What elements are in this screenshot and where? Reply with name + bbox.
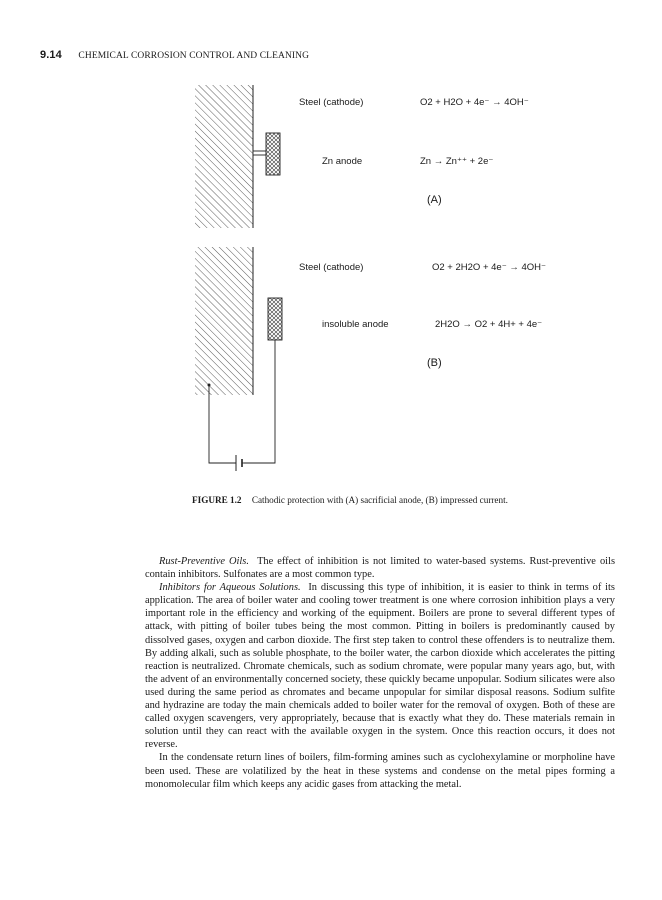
insoluble-anode-block bbox=[268, 298, 282, 340]
anode-equation-b: 2H2O → O2 + 4H+ + 4e⁻ bbox=[435, 319, 543, 330]
cathode-equation-b: O2 + 2H2O + 4e⁻ → 4OH⁻ bbox=[432, 262, 547, 273]
figure-caption-text: Cathodic protection with (A) sacrificial anode, (B) impressed current. bbox=[251, 495, 508, 505]
steel-plate-a bbox=[195, 85, 253, 228]
body-text bbox=[145, 555, 615, 791]
paragraph-2-text: In discussing this type of inhibition, it is easier to think in terms of its application. The area of boiler water and cooling tower treatment is one where corrosion inhibition plays a very important role in the efficiency and working of the equipment. Boilers are prone to several different types of attack, with pitting of boiler tubes being the most common. Pitting in boilers is predominantly caused by dissolved gases, oxygen and carbon dioxide. The first step taken to control these offenders is to neutralize them. By adding alkali, such as soluble phosphate, to the boiler water, the carbon dioxide which accelerates the pitting reaction is neutralized. Chromate chemicals, such as sodium chromate, were popular many years ago, but, with the advent of an environmentally concerned society, these quickly became unpopular. Sodium silicates were also used during the same period as chromates and became unpopular for similar disposal reasons. Sodium sulfite and hydrazine are today the main chemicals added to boiler water for the removal of oxygen. Both of these are called oxygen scavengers, very appropriately, because that is exactly what they do. These materials remain in solution until they can react with the available oxygen in the system. Once this reaction occurs, it does not reverse. bbox=[145, 582, 615, 751]
page-number: 9.14 bbox=[40, 49, 62, 61]
runin-heading-1: Rust-Preventive Oils. bbox=[159, 556, 249, 567]
running-head: CHEMICAL CORROSION CONTROL AND CLEANING bbox=[78, 51, 310, 61]
runin-heading-2: Inhibitors for Aqueous Solutions. bbox=[159, 582, 301, 594]
anode-label-b: insoluble anode bbox=[322, 319, 389, 330]
panel-tag-a: (A) bbox=[427, 194, 442, 206]
steel-plate-b bbox=[195, 247, 253, 395]
circuit-wire-cathode bbox=[209, 385, 236, 463]
paragraph-1-text: The effect of inhibition is not limited to water-based systems. Rust-preventive oils contain inhibitors. Sulfonates are a most common type. bbox=[145, 556, 615, 581]
panel-b bbox=[195, 247, 546, 471]
figure-label: FIGURE 1.2 bbox=[192, 495, 242, 505]
paragraph-inhibitors-aqueous bbox=[145, 581, 615, 751]
paragraph-condensate: In the condensate return lines of boilers, film-forming amines such as cyclohexylamine or morpholine have been used. These are volatilized by the heat in these systems and condense on the metal pipes forming a monomolecular film which keeps any acidic gases from attacking the metal. bbox=[145, 752, 615, 790]
page-header bbox=[40, 49, 309, 61]
panel-a bbox=[195, 85, 529, 228]
cathode-label-a: Steel (cathode) bbox=[299, 97, 364, 108]
zn-anode-block bbox=[266, 133, 280, 175]
cathode-label-b: Steel (cathode) bbox=[299, 262, 364, 273]
figure-cathodic-protection bbox=[0, 80, 662, 490]
cathode-equation-a: O2 + H2O + 4e⁻ → 4OH⁻ bbox=[420, 97, 529, 108]
figure-caption bbox=[192, 495, 508, 505]
paragraph-rust-preventive-oils bbox=[145, 555, 615, 581]
anode-label-a: Zn anode bbox=[322, 156, 363, 167]
anode-equation-a: Zn → Zn⁺⁺ + 2e⁻ bbox=[420, 156, 494, 167]
connector-a bbox=[253, 151, 266, 155]
panel-tag-b: (B) bbox=[427, 357, 442, 369]
